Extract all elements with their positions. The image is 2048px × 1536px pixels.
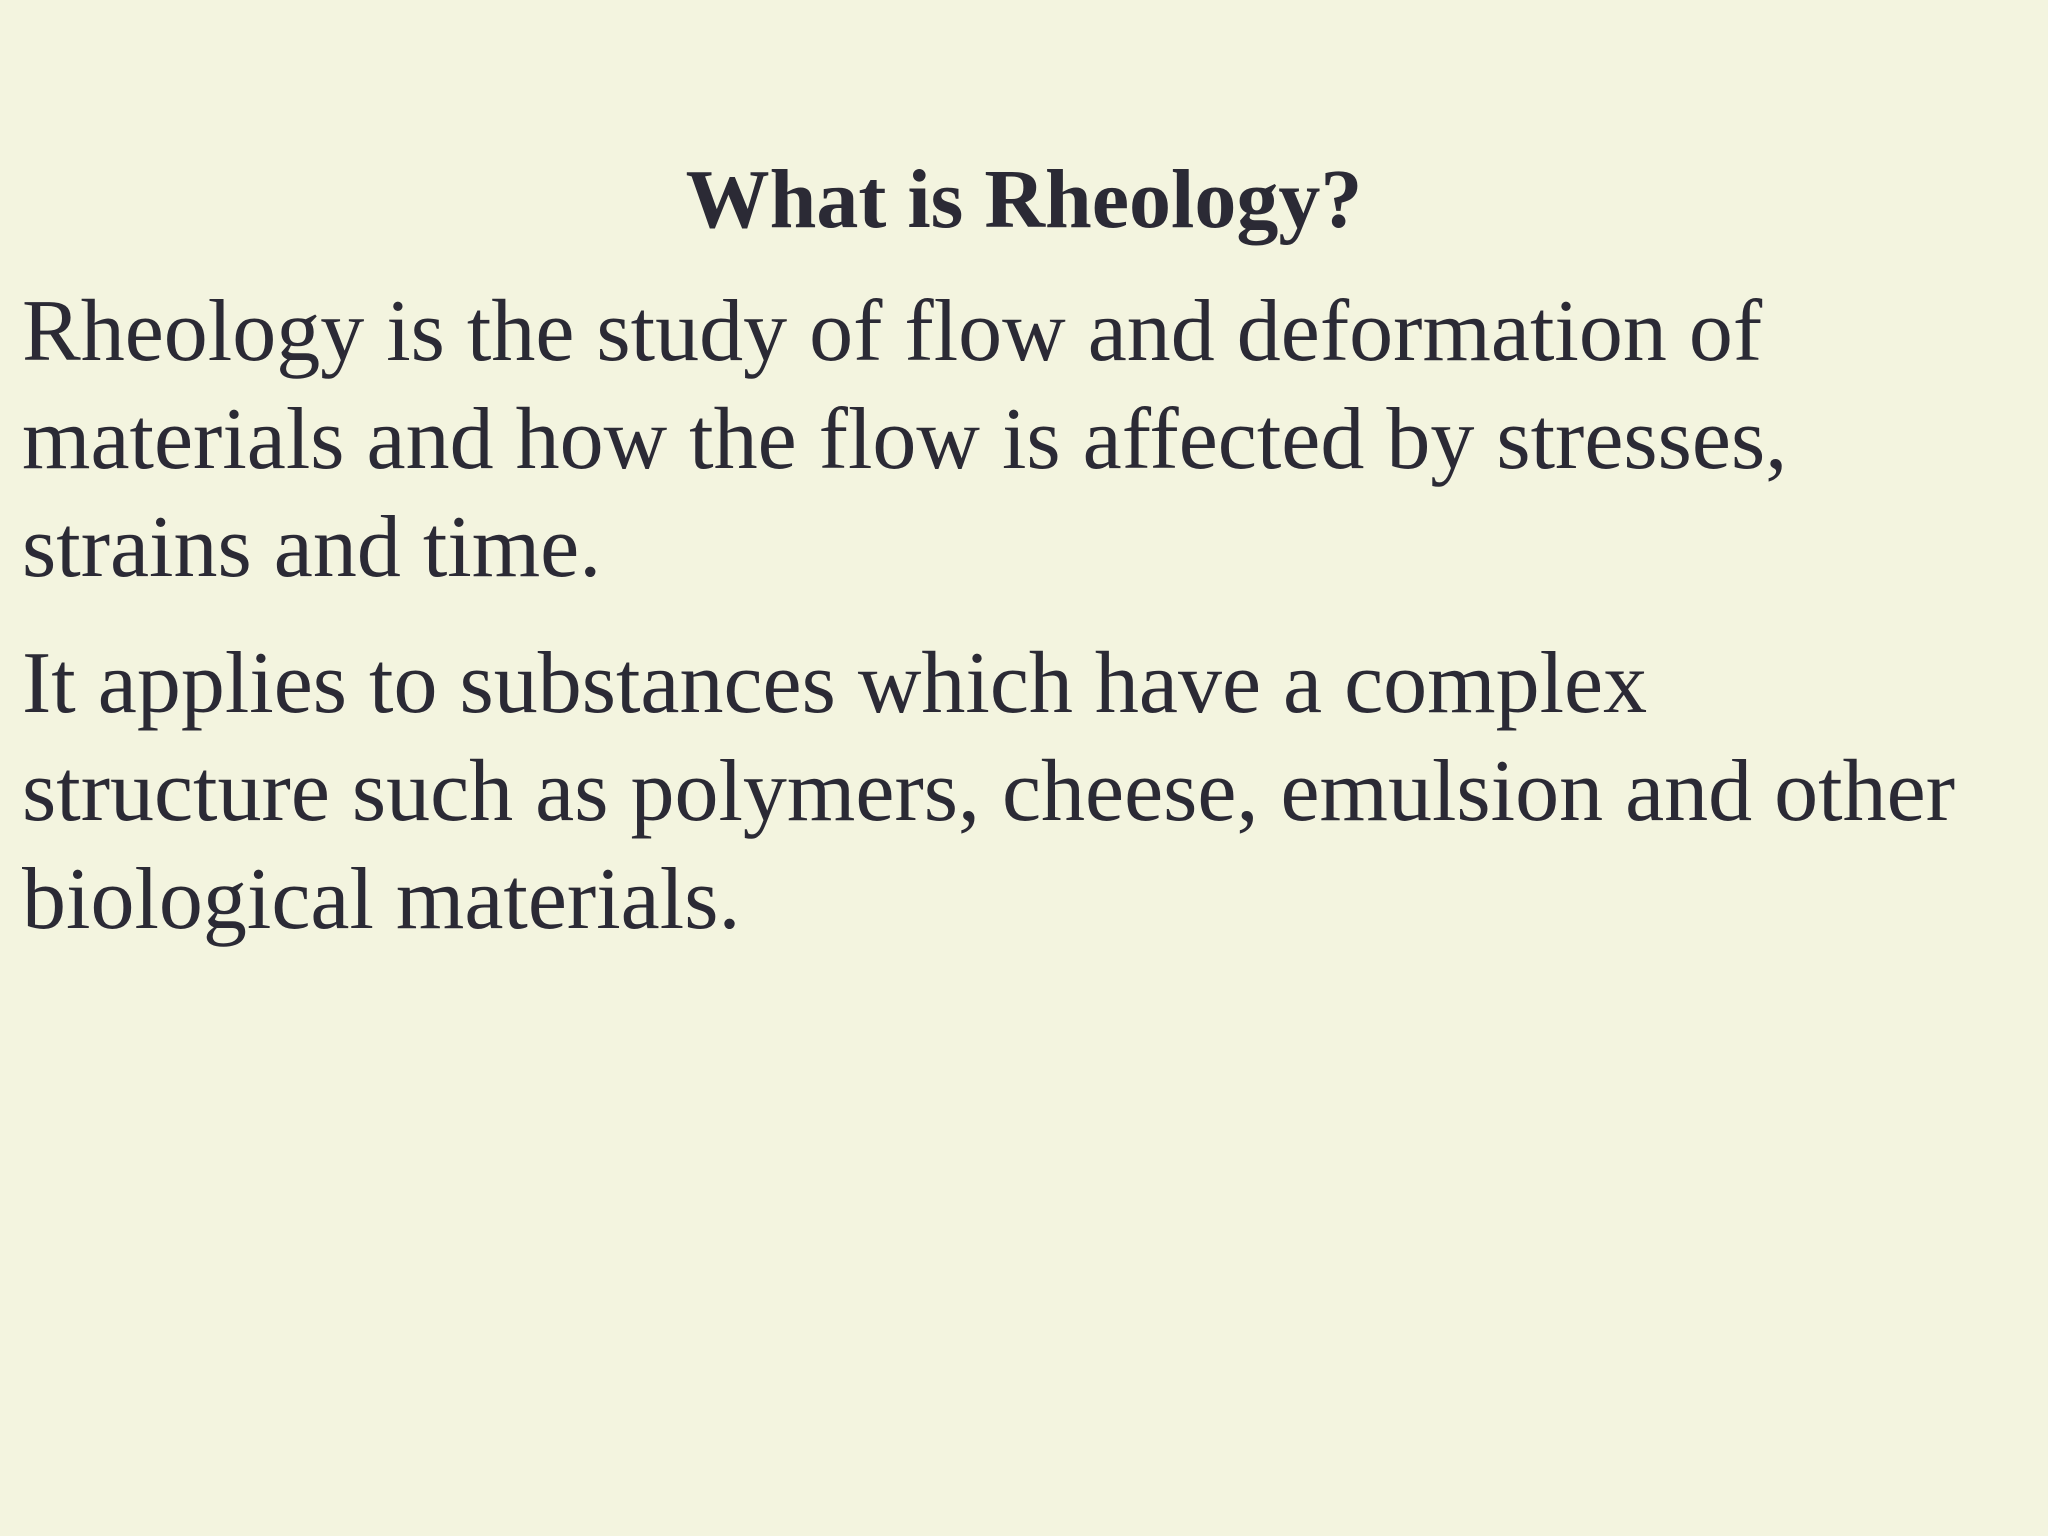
paragraph-line: Rheology is the study of flow and deformation of [22, 283, 1763, 380]
paragraph-line: strains and time. [22, 499, 602, 596]
definition-paragraph [22, 278, 2032, 602]
paragraph-line: materials and how the flow is affected by stresses, [22, 391, 1788, 488]
paragraph-line: structure such as polymers, cheese, emulsion and other [22, 743, 1955, 840]
slide-title: What is Rheology? [685, 153, 1363, 246]
paragraph-line: biological materials. [22, 851, 741, 948]
application-paragraph [22, 630, 2032, 954]
paragraph-line: It applies to substances which have a complex [22, 635, 1648, 732]
